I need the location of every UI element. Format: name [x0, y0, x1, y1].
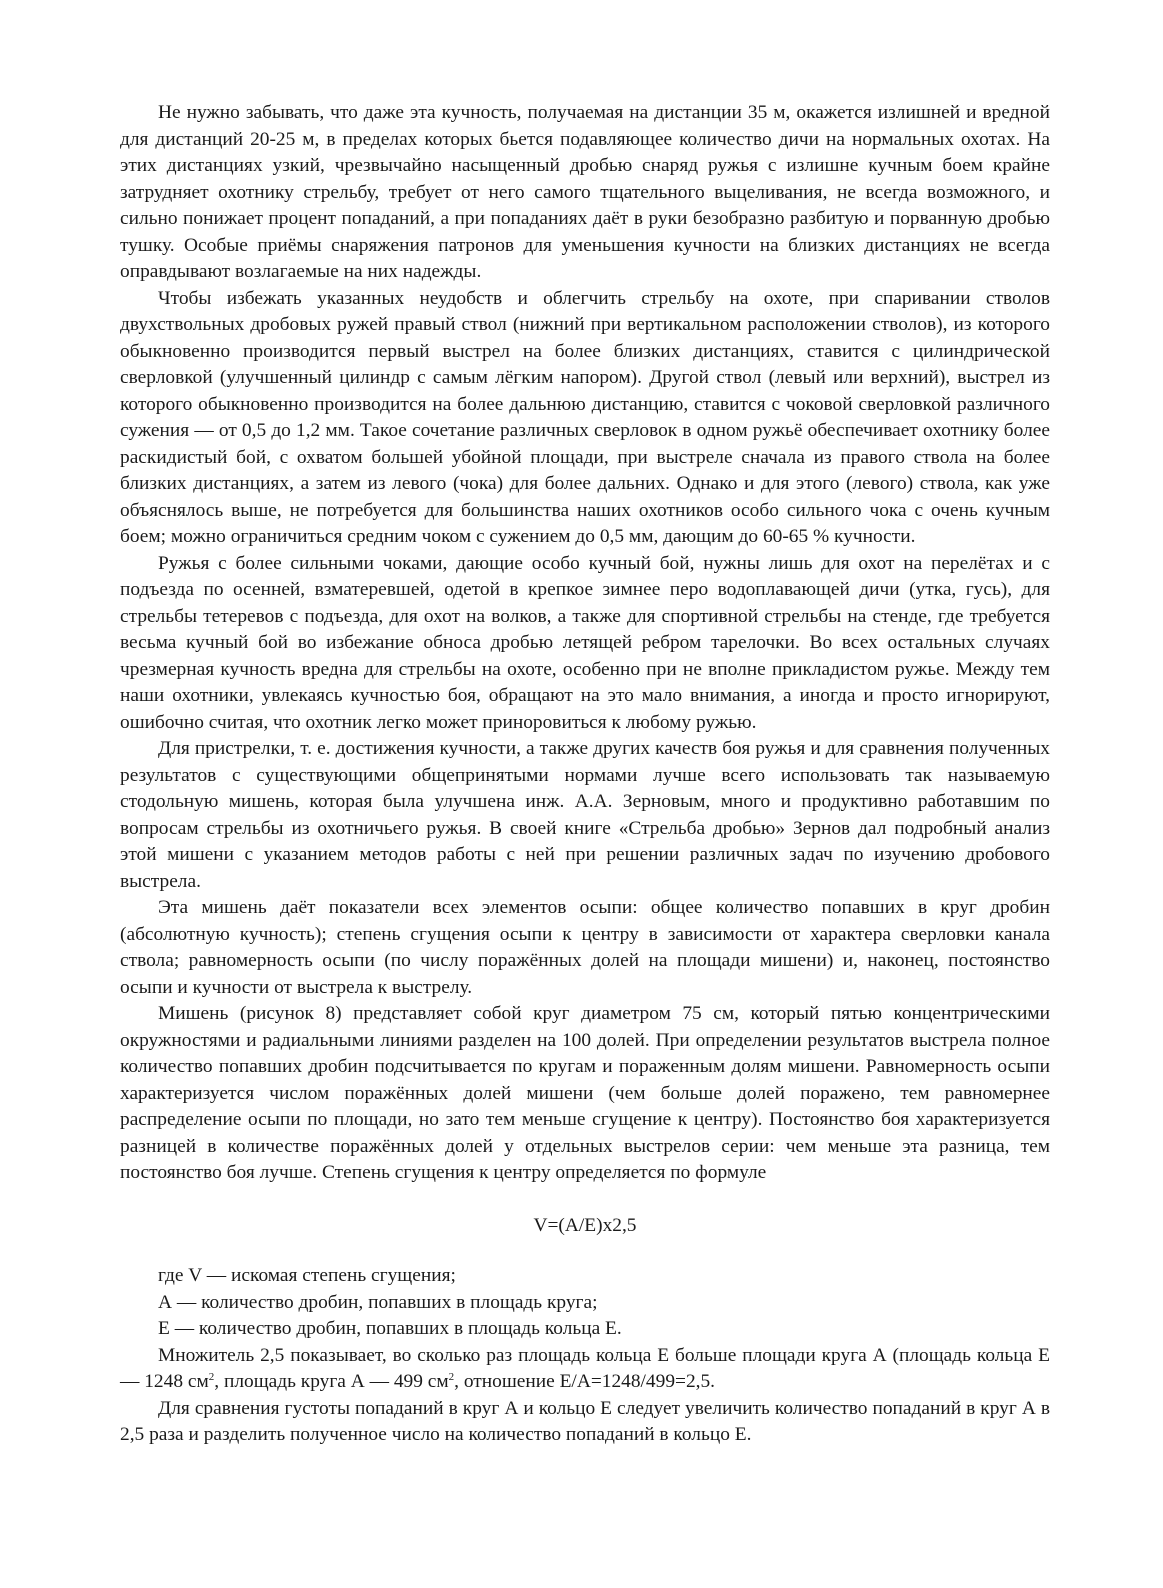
superscript-2: 2: [208, 1371, 215, 1383]
final-paragraph: Для сравнения густоты попаданий в круг А и кольцо Е следует увеличить количество попаданий в круг А в 2,5 раза и разделить полученное число на количество попаданий в кольцо Е.: [120, 1397, 1050, 1445]
paragraph-4: Для пристрелки, т. е. достижения кучности, а также других качеств боя ружья и для сравнения полученных результатов с существующими общепринятыми нормами лучше всего использовать так называемую стодольную мишень, которая была улучшена инж. А.А. Зерновым, много и продуктивно работавшим по вопросам стрельбы из охотничьего ружья. В своей книге «Стрельба дробью» Зернов дал подробный анализ этой мишени с указанием методов работы с ней при решении различных задач по изучению дробового выстрела.: [120, 738, 1050, 892]
definition-e: Е — количество дробин, попавших в площадь кольца Е.: [158, 1318, 622, 1339]
paragraph-1: Не нужно забывать, что даже эта кучность, получаемая на дистанции 35 м, окажется излишней и вредной для дистанций 20-25 м, в пределах которых бьется подавляющее количество дичи на нормальных охотах. На этих дистанциях узкий, чрезвычайно насыщенный дробью снаряд ружья с излишне кучным боем крайне затрудняет охотнику стрельбу, требует от него самого тщательного выцеливания, не всегда возможного, и сильно понижает процент попаданий, а при попаданиях даёт в руки безобразно разбитую и порванную дробью тушку. Особые приёмы снаряжения патронов для уменьшения кучности на близких дистанциях не всегда оправдывают возлагаемые на них надежды.: [120, 102, 1050, 282]
paragraph-3: Ружья с более сильными чоками, дающие особо кучный бой, нужны лишь для охот на перелётах и с подъезда по осенней, взматеревшей, одетой в крепкое зимнее перо водоплавающей дичи (утка, гусь), для стрельбы тетеревов с подъезда, для охот на волков, а также для спортивной стрельбы на стенде, где требуется весьма кучный бой во избежание обноса дробью летящей ребром тарелочки. Во всех остальных случаях чрезмерная кучность вредна для стрельбы на охоте, особенно при не вполне прикладистом ружье. Между тем наши охотники, увлекаясь кучностью боя, обращают на это мало внимания, а иногда и просто игнорируют, ошибочно считая, что охотник легко может приноровиться к любому ружью.: [120, 552, 1050, 733]
multiplier-text-3: , отношение Е/А=1248/499=2,5.: [454, 1371, 716, 1392]
multiplier-paragraph: [120, 1343, 1050, 1396]
formula: V=(A/E)x2,5: [533, 1214, 637, 1236]
multiplier-text-2: , площадь круга А — 499 см: [214, 1371, 449, 1392]
definition-v: где V — искомая степень сгущения;: [158, 1265, 456, 1286]
paragraph-2: Чтобы избежать указанных неудобств и облегчить стрельбу на охоте, при спаривании стволов двухствольных дробовых ружей правый ствол (нижний при вертикальном расположении стволов), из которого обыкновенно производится первый выстрел на более близких дистанциях, ставится с цилиндрической сверловкой (улучшенный цилиндр с самым лёгким напором). Другой ствол (левый или верхний), выстрел из которого обыкновенно производится на более дальнюю дистанцию, ставится с чоковой сверловкой различного сужения — от 0,5 до 1,2 мм. Такое сочетание различных сверловок в одном ружьё обеспечивает охотнику более раскидистый бой, с охватом большей убойной площади, при выстреле сначала из правого ствола на более близких дистанциях, а затем из левого (чока) для более дальних. Однако и для этого (левого) ствола, как уже объяснялось выше, не потребуется для большинства наших охотников особо сильного чока с очень кучным боем; можно ограничиться средним чоком с сужением до 0,5 мм, дающим до 60-65 % кучности.: [120, 287, 1050, 547]
superscript-2: 2: [448, 1371, 455, 1383]
multiplier-text-1: Множитель 2,5 показывает, во сколько раз площадь кольца Е больше площади круга А (площадь кольца Е — 1248 см: [120, 1344, 1050, 1392]
definition-a: А — количество дробин, попавших в площадь круга;: [158, 1291, 598, 1313]
page-body: [120, 100, 1050, 1449]
paragraph-5: Эта мишень даёт показатели всех элементов осыпи: общее количество попавших в круг дробин (абсолютную кучность); степень сгущения осыпи к центру в зависимости от характера сверловки канала ствола; равномерность осыпи (по числу поражённых долей на площади мишени) и, наконец, постоянство осыпи и кучности от выстрела к выстрелу.: [120, 897, 1050, 998]
paragraph-6: Мишень (рисунок 8) представляет собой круг диаметром 75 см, который пятью концентрическими окружностями и радиальными линиями разделен на 100 долей. При определении результатов выстрела полное количество попавших дробин подсчитывается по кругам и пораженным долям мишени. Равномерность осыпи характеризуется числом поражённых долей мишени (чем больше долей поражено, тем равномернее распределение осыпи по площади, но зато тем меньше сгущение к центру). Постоянство боя характеризуется разницей в количестве поражённых долей у отдельных выстрелов серии: чем меньше эта разница, тем постоянство боя лучше. Степень сгущения к центру определяется по формуле: [120, 1003, 1050, 1183]
